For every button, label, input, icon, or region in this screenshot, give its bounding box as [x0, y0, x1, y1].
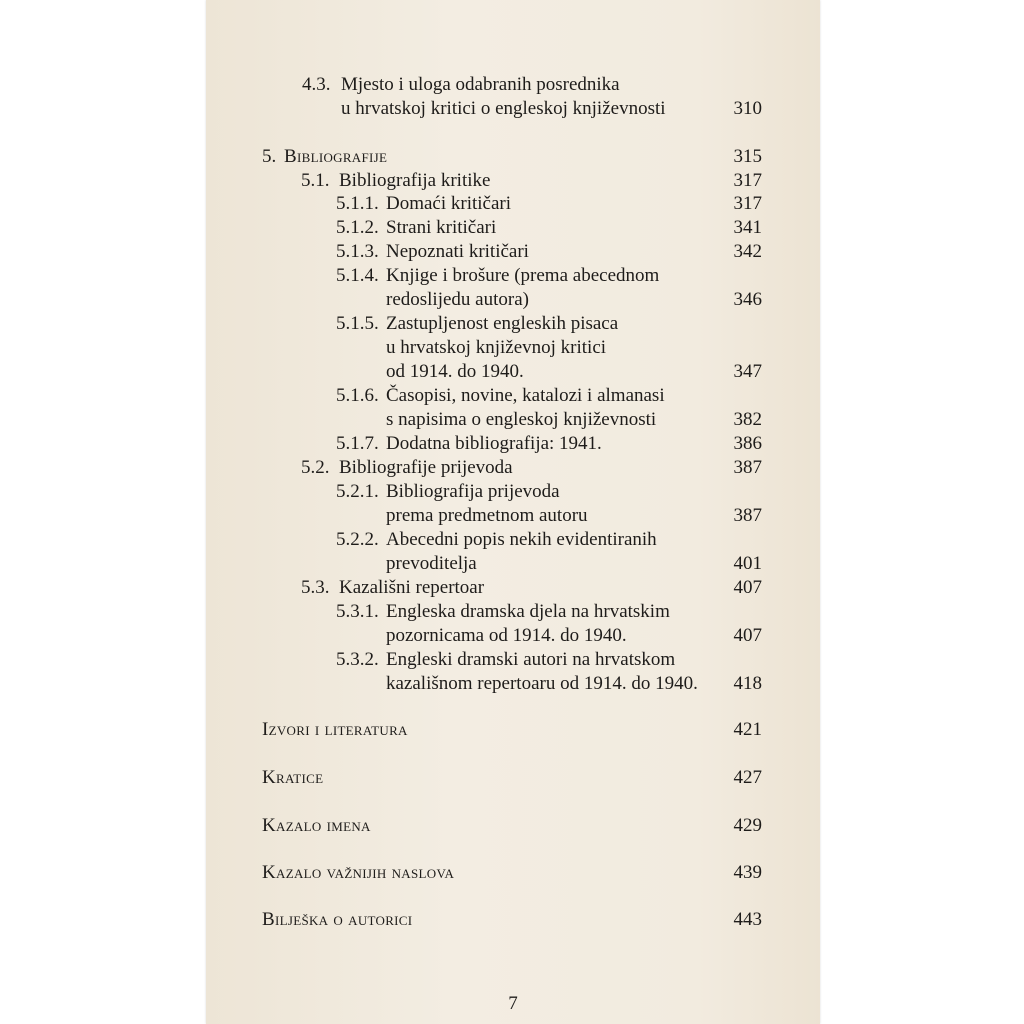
- entry-title-line: od 1914. do 1940.: [386, 361, 524, 382]
- entry-number: 5.1.5.: [336, 313, 379, 334]
- entry-title: Bibliografije prijevoda: [339, 457, 513, 478]
- entry-title-line: Knjige i brošure (prema abecednom: [386, 265, 660, 286]
- entry-number: 5.2.: [301, 457, 330, 478]
- toc-entry-5-2: [206, 456, 820, 480]
- toc-entry-5-3-1-cont: [206, 624, 820, 648]
- entry-page: 418: [733, 673, 762, 694]
- entry-page: 317: [733, 170, 762, 191]
- toc-entry-5-1-6-cont: [206, 408, 820, 432]
- toc-entry-5-3: [206, 576, 820, 600]
- toc-entry-5-2-2: [206, 528, 820, 552]
- toc-entry-5-1-5: [206, 312, 820, 336]
- entry-title-line: Bibliografija prijevoda: [386, 481, 560, 502]
- entry-title: Bibliografije: [284, 146, 388, 167]
- entry-title-line: u hrvatskoj kritici o engleskoj književnosti: [341, 98, 666, 119]
- entry-page: 439: [733, 862, 762, 883]
- toc-entry-4-3: [206, 73, 820, 97]
- toc-entry-5-1-5-cont2: [206, 360, 820, 384]
- toc-entry-5-1-6: [206, 384, 820, 408]
- toc-entry-biljeska: [206, 908, 820, 932]
- entry-number: 5.1.4.: [336, 265, 379, 286]
- entry-title: Kazalo imena: [262, 815, 371, 836]
- entry-title: Domaći kritičari: [386, 193, 512, 214]
- entry-number: 5.3.1.: [336, 601, 379, 622]
- toc-entry-kratice: [206, 766, 820, 790]
- entry-page: 429: [733, 815, 762, 836]
- entry-number: 5.1.6.: [336, 385, 379, 406]
- toc-entry-5-1-5-cont: [206, 336, 820, 360]
- book-page: [206, 0, 820, 1024]
- toc-entry-5-1-2: [206, 216, 820, 240]
- entry-page: 317: [733, 193, 762, 214]
- entry-number: 5.1.2.: [336, 217, 379, 238]
- entry-title: Kazalo važnijih naslova: [262, 862, 455, 883]
- entry-number: 5.2.1.: [336, 481, 379, 502]
- toc-entry-5-1-4-cont: [206, 288, 820, 312]
- entry-title-line: Zastupljenost engleskih pisaca: [386, 313, 619, 334]
- entry-title: Strani kritičari: [386, 217, 497, 238]
- entry-title: Nepoznati kritičari: [386, 241, 529, 262]
- entry-page: 407: [733, 625, 762, 646]
- entry-title-line: Engleska dramska djela na hrvatskim: [386, 601, 670, 622]
- toc-entry-5-2-1-cont: [206, 504, 820, 528]
- entry-number: 5.3.2.: [336, 649, 379, 670]
- entry-title-line: prevoditelja: [386, 553, 477, 574]
- entry-page: 401: [733, 553, 762, 574]
- toc-entry-5: [206, 145, 820, 169]
- toc-entry-5-1-7: [206, 432, 820, 456]
- entry-title: Kratice: [262, 767, 324, 788]
- entry-title-line: Abecedni popis nekih evidentiranih: [386, 529, 657, 550]
- toc-entry-5-3-2-cont: [206, 672, 820, 696]
- entry-title-line: kazališnom repertoaru od 1914. do 1940.: [386, 673, 698, 694]
- toc-entry-4-3-cont: [206, 97, 820, 121]
- entry-title: Bibliografija kritike: [339, 170, 491, 191]
- entry-title: Dodatna bibliografija: 1941.: [386, 433, 602, 454]
- entry-page: 347: [733, 361, 762, 382]
- toc-entry-kazalo-naslova: [206, 861, 820, 885]
- entry-page: 382: [733, 409, 762, 430]
- entry-number: 5.1.7.: [336, 433, 379, 454]
- entry-page: 443: [733, 909, 762, 930]
- toc-entry-5-1-1: [206, 192, 820, 216]
- entry-number: 5.: [262, 146, 277, 167]
- toc-entry-5-2-2-cont: [206, 552, 820, 576]
- entry-number: 5.3.: [301, 577, 330, 598]
- toc-entry-5-3-1: [206, 600, 820, 624]
- entry-page: 310: [733, 98, 762, 119]
- entry-title: Bilješka o autorici: [262, 909, 413, 930]
- entry-page: 427: [733, 767, 762, 788]
- entry-page: 346: [733, 289, 762, 310]
- toc-entry-5-1: [206, 169, 820, 193]
- entry-title-line: redoslijedu autora): [386, 289, 529, 310]
- entry-number: 5.1.3.: [336, 241, 379, 262]
- entry-title-line: u hrvatskoj književnoj kritici: [386, 337, 607, 358]
- entry-page: 386: [733, 433, 762, 454]
- toc-entry-5-1-3: [206, 240, 820, 264]
- entry-title: Kazališni repertoar: [339, 577, 485, 598]
- entry-page: 387: [733, 505, 762, 526]
- entry-page: 421: [733, 719, 762, 740]
- toc-entry-kazalo-imena: [206, 814, 820, 838]
- entry-title: Izvori i literatura: [262, 719, 408, 740]
- toc-entry-5-1-4: [206, 264, 820, 288]
- toc-entry-5-2-1: [206, 480, 820, 504]
- entry-title-line: prema predmetnom autoru: [386, 505, 588, 526]
- entry-number: 4.3.: [302, 74, 331, 95]
- page-number: 7: [508, 993, 518, 1014]
- entry-page: 315: [733, 146, 762, 167]
- toc-entry-5-3-2: [206, 648, 820, 672]
- entry-title-line: pozornicama od 1914. do 1940.: [386, 625, 627, 646]
- entry-title-line: Engleski dramski autori na hrvatskom: [386, 649, 676, 670]
- entry-title-line: s napisima o engleskoj književnosti: [386, 409, 657, 430]
- entry-page: 341: [733, 217, 762, 238]
- entry-title-line: Časopisi, novine, katalozi i almanasi: [386, 385, 665, 406]
- entry-page: 342: [733, 241, 762, 262]
- entry-page: 387: [733, 457, 762, 478]
- entry-number: 5.1.: [301, 170, 330, 191]
- entry-number: 5.2.2.: [336, 529, 379, 550]
- entry-page: 407: [733, 577, 762, 598]
- entry-number: 5.1.1.: [336, 193, 379, 214]
- entry-title-line: Mjesto i uloga odabranih posrednika: [341, 74, 620, 95]
- toc-entry-izvori: [206, 718, 820, 742]
